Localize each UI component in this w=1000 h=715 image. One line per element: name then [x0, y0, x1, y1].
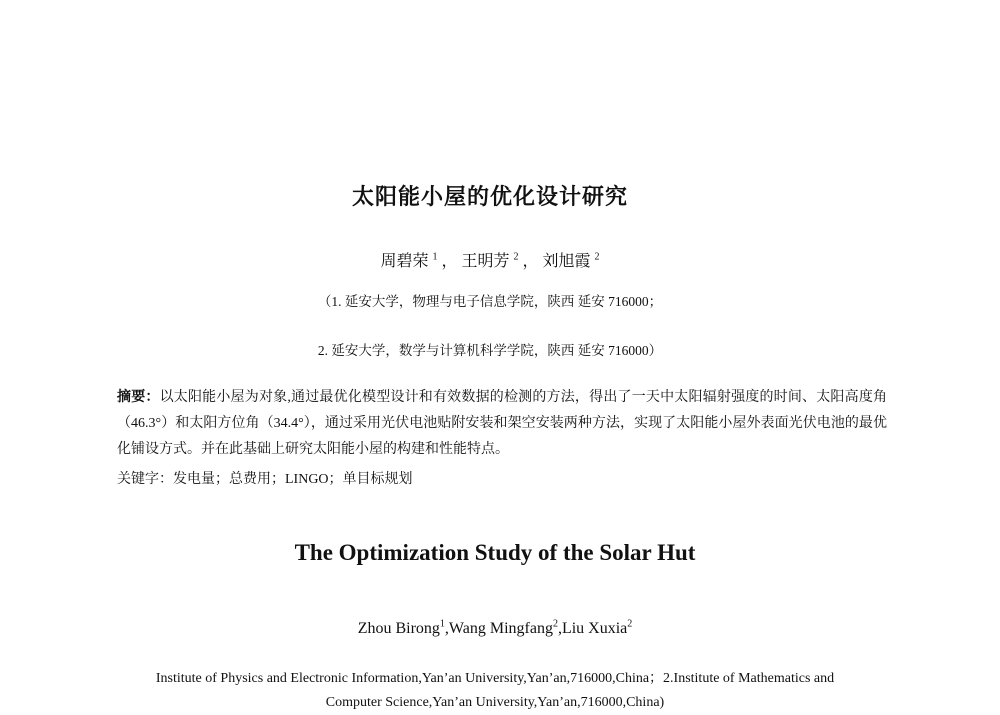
author-affiliation-mark: 2 — [594, 251, 600, 263]
chinese-affiliation-1: （1. 延安大学，物理与电子信息学院，陕西 延安 716000； — [317, 294, 663, 309]
english-authors — [0, 620, 990, 638]
author-name: Zhou Birong — [357, 620, 440, 637]
author-separator: , — [557, 620, 562, 637]
english-title: The Optimization Study of the Solar Hut — [294, 540, 696, 565]
author-name: 王明芳 — [461, 253, 510, 270]
chinese-title: 太阳能小屋的优化设计研究 — [351, 184, 628, 209]
author-separator: ， — [522, 253, 539, 270]
chinese-keywords — [117, 470, 887, 490]
keywords-text: 发电量；总费用；LINGO；单目标规划 — [173, 472, 413, 487]
author-name: 刘旭霞 — [542, 253, 591, 270]
author-affiliation-mark: 1 — [439, 618, 445, 630]
author-affiliation-mark: 2 — [513, 251, 519, 263]
chinese-affiliation-2: 2. 延安大学，数学与计算机科学学院，陕西 延安 716000） — [317, 343, 663, 358]
author-separator: , — [444, 620, 449, 637]
abstract-text: 以太阳能小屋为对象,通过最优化模型设计和有效数据的检测的方法，得出了一天中太阳辐射强度的时间、太阳高度角（46.3°）和太阳方位角（34.4°），通过采用光伏电池贴附安装和架空安装两种方法，实现了太阳能小屋外表面光伏电池的最优化铺设方式。并在此基础上研究太阳能小屋的构建和性能特点。 — [117, 390, 888, 457]
keywords-label: 关键字： — [117, 472, 173, 487]
author-affiliation-mark: 2 — [627, 618, 633, 630]
author-name: Liu Xuxia — [561, 620, 628, 637]
author-affiliation-mark: 1 — [432, 251, 438, 263]
english-affiliation: Institute of Physics and Electronic Information,Yan’an University,Yan’an,716000,China；2.Institute of Mathematics and Computer Science,Yan’an University,Yan’an,716000,China) — [155, 671, 835, 710]
author-separator: ， — [441, 253, 458, 270]
chinese-abstract — [117, 385, 887, 463]
abstract-label: 摘要： — [117, 390, 160, 405]
author-name: Wang Mingfang — [448, 620, 553, 637]
chinese-authors — [0, 248, 980, 271]
author-affiliation-mark: 2 — [552, 618, 558, 630]
author-name: 周碧荣 — [380, 253, 429, 270]
